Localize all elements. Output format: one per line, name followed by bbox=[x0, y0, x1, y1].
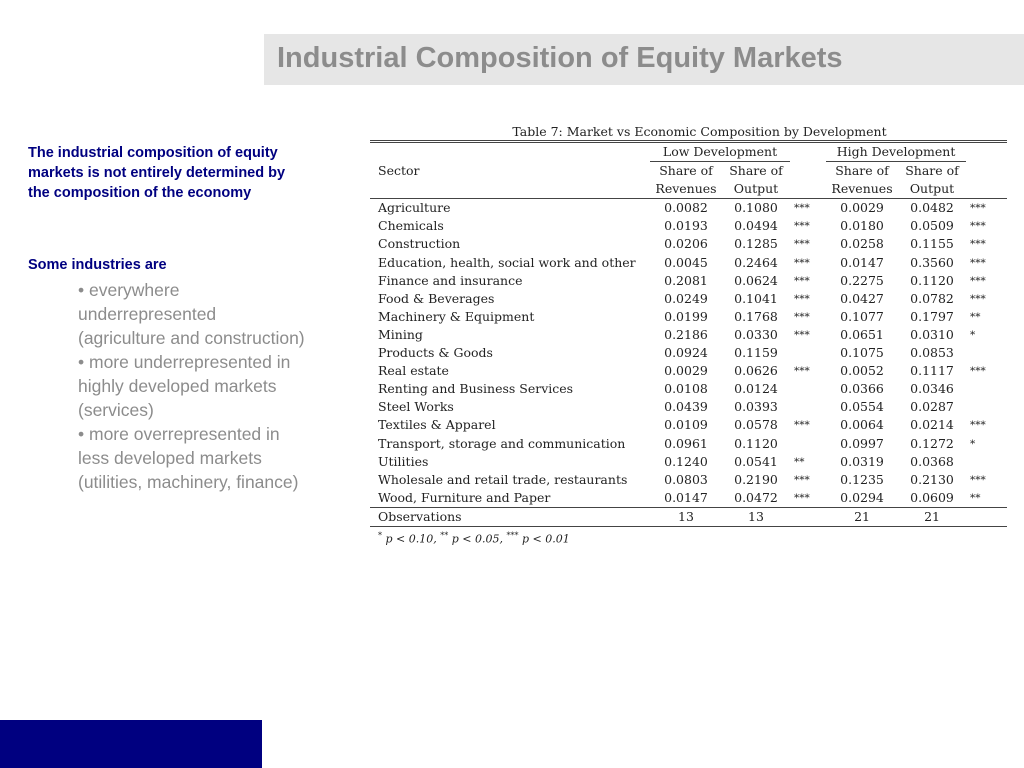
low-significance-cell: *** bbox=[794, 328, 810, 341]
low-output-share-cell: 0.0626 bbox=[734, 363, 778, 379]
high-significance-cell bbox=[966, 398, 1007, 416]
high-significance-cell: ** bbox=[970, 491, 981, 504]
high-significance-cell: *** bbox=[970, 220, 986, 233]
share-of-label: Share of bbox=[905, 163, 959, 179]
high-significance-cell: * bbox=[970, 437, 976, 450]
footnote-text: p < 0.01 bbox=[522, 532, 570, 546]
blank-cell bbox=[966, 142, 1007, 162]
high-output-obs-cell: 21 bbox=[898, 507, 966, 526]
sector-cell: Real estate bbox=[378, 363, 449, 379]
low-revenue-share-cell: 0.0193 bbox=[664, 218, 708, 234]
high-significance-cell bbox=[966, 380, 1007, 398]
group-low-development: Low Development bbox=[650, 142, 790, 162]
blank-cell bbox=[790, 180, 826, 199]
composition-table bbox=[370, 140, 1007, 527]
low-output-share-cell: 0.1120 bbox=[734, 435, 778, 451]
high-revenue-share-cell: 0.1235 bbox=[840, 471, 884, 487]
low-revenue-share-cell: 0.0108 bbox=[664, 381, 708, 397]
high-revenue-share-cell: 0.0029 bbox=[840, 200, 884, 216]
high-revenue-share-cell: 0.1075 bbox=[840, 345, 884, 361]
footnote-text: p < 0.05, bbox=[451, 532, 503, 546]
low-output-share-cell: 0.0472 bbox=[734, 489, 778, 505]
low-significance-cell: *** bbox=[794, 274, 810, 287]
low-output-share-cell: 0.2190 bbox=[734, 471, 778, 487]
high-output-share-cell: 0.0482 bbox=[910, 200, 954, 216]
high-significance-cell: *** bbox=[970, 274, 986, 287]
low-revenue-share-cell: 0.2186 bbox=[664, 326, 708, 342]
high-significance-cell: ** bbox=[970, 310, 981, 323]
significance-footnote bbox=[370, 531, 1007, 546]
lead-line: the composition of the economy bbox=[28, 185, 252, 201]
blank-cell bbox=[966, 507, 1007, 526]
bullet-line: underrepresented bbox=[78, 304, 217, 324]
low-revenue-share-cell: 0.0924 bbox=[664, 345, 708, 361]
table-row bbox=[370, 326, 1007, 344]
sector-cell: Products & Goods bbox=[378, 345, 493, 361]
bullet-line: (utilities, machinery, finance) bbox=[78, 472, 299, 492]
slide-title: Industrial Composition of Equity Markets bbox=[277, 42, 843, 74]
table-caption: Table 7: Market vs Economic Composition by Development bbox=[512, 124, 887, 139]
bullet-line: • everywhere bbox=[78, 280, 180, 300]
subheading: Some industries are bbox=[28, 257, 167, 273]
high-revenue-share-cell: 0.0366 bbox=[840, 381, 884, 397]
sector-cell: Utilities bbox=[378, 453, 429, 469]
sector-cell: Mining bbox=[378, 326, 423, 342]
high-revenue-share-cell: 0.0427 bbox=[840, 290, 884, 306]
blank-cell bbox=[790, 142, 826, 162]
sector-cell: Wholesale and retail trade, restaurants bbox=[378, 471, 628, 487]
sector-cell: Steel Works bbox=[378, 399, 454, 415]
sector-cell: Finance and insurance bbox=[378, 272, 523, 288]
bullet-line: • more overrepresented in bbox=[78, 424, 280, 444]
low-significance-cell: *** bbox=[794, 220, 810, 233]
share-of-label: Share of bbox=[835, 163, 889, 179]
low-significance-cell bbox=[790, 398, 826, 416]
low-revenue-share-cell: 0.2081 bbox=[664, 272, 708, 288]
table-row bbox=[370, 435, 1007, 453]
table-row bbox=[370, 290, 1007, 308]
observations-label: Observations bbox=[370, 507, 650, 526]
output-label: Output bbox=[722, 180, 790, 199]
low-significance-cell: *** bbox=[794, 292, 810, 305]
high-significance-cell bbox=[966, 344, 1007, 362]
footnote-star: *** bbox=[506, 530, 519, 540]
blank-cell bbox=[790, 162, 826, 181]
share-of-label: Share of bbox=[729, 163, 783, 179]
high-output-share-cell: 0.0214 bbox=[910, 417, 954, 433]
low-output-share-cell: 0.0330 bbox=[734, 326, 778, 342]
table-row bbox=[370, 308, 1007, 326]
bullet-line: • more underrepresented in bbox=[78, 352, 291, 372]
high-revenue-share-cell: 0.0294 bbox=[840, 489, 884, 505]
high-revenue-share-cell: 0.0319 bbox=[840, 453, 884, 469]
low-output-obs-cell: 13 bbox=[722, 507, 790, 526]
table-row bbox=[370, 217, 1007, 235]
table-row bbox=[370, 398, 1007, 416]
revenues-label: Revenues bbox=[826, 180, 898, 199]
low-output-share-cell: 0.1285 bbox=[734, 236, 778, 252]
high-significance-cell bbox=[966, 453, 1007, 471]
lead-text-block bbox=[28, 143, 338, 203]
low-revenue-share-cell: 0.0961 bbox=[664, 435, 708, 451]
sector-cell: Agriculture bbox=[378, 200, 451, 216]
share-of-label: Share of bbox=[659, 163, 713, 179]
high-output-share-cell: 0.0509 bbox=[910, 218, 954, 234]
low-significance-cell: ** bbox=[794, 455, 805, 468]
table-row bbox=[370, 254, 1007, 272]
lead-line: markets is not entirely determined by bbox=[28, 165, 286, 181]
high-output-share-cell: 0.0346 bbox=[910, 381, 954, 397]
sector-cell: Construction bbox=[378, 236, 461, 252]
sector-cell: Wood, Furniture and Paper bbox=[378, 489, 551, 505]
table-row bbox=[370, 416, 1007, 434]
low-output-share-cell: 0.0494 bbox=[734, 218, 778, 234]
low-revenue-share-cell: 0.0249 bbox=[664, 290, 708, 306]
low-significance-cell: *** bbox=[794, 473, 810, 486]
high-revenue-share-cell: 0.0258 bbox=[840, 236, 884, 252]
high-significance-cell: *** bbox=[970, 473, 986, 486]
high-output-share-cell: 0.1272 bbox=[910, 435, 954, 451]
blank-cell bbox=[370, 142, 650, 162]
title-bar bbox=[264, 34, 1024, 85]
lead-paragraph bbox=[28, 143, 338, 203]
low-significance-cell bbox=[790, 380, 826, 398]
high-revenue-share-cell: 0.0180 bbox=[840, 218, 884, 234]
high-output-share-cell: 0.0287 bbox=[910, 399, 954, 415]
low-revenue-share-cell: 0.0206 bbox=[664, 236, 708, 252]
group-header-row bbox=[370, 142, 1007, 162]
low-revenue-share-cell: 0.0803 bbox=[664, 471, 708, 487]
group-high-development: High Development bbox=[826, 142, 966, 162]
high-revenue-share-cell: 0.0997 bbox=[840, 435, 884, 451]
observations-row bbox=[370, 507, 1007, 526]
sector-cell: Chemicals bbox=[378, 218, 444, 234]
low-significance-cell: *** bbox=[794, 256, 810, 269]
revenues-label: Revenues bbox=[650, 180, 722, 199]
sector-cell: Transport, storage and communication bbox=[378, 435, 626, 451]
high-revenue-share-cell: 0.2275 bbox=[840, 272, 884, 288]
blank-cell bbox=[790, 507, 826, 526]
high-output-share-cell: 0.2130 bbox=[910, 471, 954, 487]
low-significance-cell: *** bbox=[794, 202, 810, 215]
bullet-line: (agriculture and construction) bbox=[78, 328, 305, 348]
table-row bbox=[370, 380, 1007, 398]
low-output-share-cell: 0.0393 bbox=[734, 399, 778, 415]
sector-cell: Renting and Business Services bbox=[378, 381, 574, 397]
table-row bbox=[370, 471, 1007, 489]
high-significance-cell: *** bbox=[970, 419, 986, 432]
high-output-share-cell: 0.3560 bbox=[910, 254, 954, 270]
output-label: Output bbox=[898, 180, 966, 199]
column-header-row-2 bbox=[370, 180, 1007, 199]
low-output-share-cell: 0.0578 bbox=[734, 417, 778, 433]
bullet-item bbox=[78, 278, 348, 350]
blank-cell bbox=[370, 180, 650, 199]
sector-cell: Education, health, social work and other bbox=[378, 254, 636, 270]
footnote-star: * bbox=[378, 530, 382, 540]
high-revenue-share-cell: 0.0064 bbox=[840, 417, 884, 433]
lead-line: The industrial composition of equity bbox=[28, 145, 278, 161]
high-revenue-share-cell: 0.0554 bbox=[840, 399, 884, 415]
bullet-item bbox=[78, 422, 348, 494]
sector-cell: Food & Beverages bbox=[378, 290, 495, 306]
high-revenue-share-cell: 0.1077 bbox=[840, 308, 884, 324]
low-output-share-cell: 0.1768 bbox=[734, 308, 778, 324]
low-revenue-obs-cell: 13 bbox=[650, 507, 722, 526]
low-significance-cell: *** bbox=[794, 365, 810, 378]
high-revenue-share-cell: 0.0651 bbox=[840, 326, 884, 342]
sector-cell: Textiles & Apparel bbox=[378, 417, 496, 433]
high-output-share-cell: 0.0782 bbox=[910, 290, 954, 306]
low-revenue-share-cell: 0.0109 bbox=[664, 417, 708, 433]
high-output-share-cell: 0.1120 bbox=[910, 272, 954, 288]
high-revenue-share-cell: 0.0147 bbox=[840, 254, 884, 270]
low-output-share-cell: 0.2464 bbox=[734, 254, 778, 270]
high-significance-cell: *** bbox=[970, 238, 986, 251]
low-output-share-cell: 0.1041 bbox=[734, 290, 778, 306]
bullet-line: (services) bbox=[78, 400, 154, 420]
low-revenue-share-cell: 0.1240 bbox=[664, 453, 708, 469]
bullet-line: less developed markets bbox=[78, 448, 262, 468]
high-revenue-obs-cell: 21 bbox=[826, 507, 898, 526]
footnote-star: ** bbox=[440, 530, 449, 540]
high-output-share-cell: 0.1797 bbox=[910, 308, 954, 324]
low-output-share-cell: 0.0541 bbox=[734, 453, 778, 469]
low-output-share-cell: 0.1080 bbox=[734, 200, 778, 216]
low-revenue-share-cell: 0.0439 bbox=[664, 399, 708, 415]
high-significance-cell: * bbox=[970, 328, 976, 341]
table-row bbox=[370, 344, 1007, 362]
high-output-share-cell: 0.0310 bbox=[910, 326, 954, 342]
low-significance-cell bbox=[790, 344, 826, 362]
high-output-share-cell: 0.0609 bbox=[910, 489, 954, 505]
bullet-list bbox=[78, 278, 348, 494]
table-row bbox=[370, 489, 1007, 508]
sector-cell: Machinery & Equipment bbox=[378, 308, 535, 324]
bullet-line: highly developed markets bbox=[78, 376, 277, 396]
high-output-share-cell: 0.0368 bbox=[910, 453, 954, 469]
bullet-item bbox=[78, 350, 348, 422]
table-row bbox=[370, 235, 1007, 253]
low-revenue-share-cell: 0.0147 bbox=[664, 489, 708, 505]
high-revenue-share-cell: 0.0052 bbox=[840, 363, 884, 379]
high-significance-cell: *** bbox=[970, 256, 986, 269]
low-significance-cell: *** bbox=[794, 238, 810, 251]
blank-cell bbox=[966, 180, 1007, 199]
high-output-share-cell: 0.1117 bbox=[910, 363, 954, 379]
low-revenue-share-cell: 0.0029 bbox=[664, 363, 708, 379]
high-significance-cell: *** bbox=[970, 292, 986, 305]
low-output-share-cell: 0.0124 bbox=[734, 381, 778, 397]
bottom-brand-bar bbox=[0, 720, 262, 768]
low-significance-cell: *** bbox=[794, 491, 810, 504]
high-significance-cell: *** bbox=[970, 365, 986, 378]
low-significance-cell: *** bbox=[794, 310, 810, 323]
high-output-share-cell: 0.0853 bbox=[910, 345, 954, 361]
table-row bbox=[370, 362, 1007, 380]
footnote-text: p < 0.10, bbox=[385, 532, 437, 546]
low-revenue-share-cell: 0.0199 bbox=[664, 308, 708, 324]
column-header-row-1 bbox=[370, 162, 1007, 181]
low-revenue-share-cell: 0.0082 bbox=[664, 200, 708, 216]
blank-cell bbox=[966, 162, 1007, 181]
sector-header: Sector bbox=[378, 162, 420, 178]
low-output-share-cell: 0.1159 bbox=[734, 345, 778, 361]
composition-table-figure bbox=[370, 123, 1007, 546]
low-significance-cell bbox=[790, 435, 826, 453]
table-row bbox=[370, 453, 1007, 471]
low-significance-cell: *** bbox=[794, 419, 810, 432]
table-row bbox=[370, 272, 1007, 290]
high-output-share-cell: 0.1155 bbox=[910, 236, 954, 252]
table-row bbox=[370, 199, 1007, 218]
low-output-share-cell: 0.0624 bbox=[734, 272, 778, 288]
low-revenue-share-cell: 0.0045 bbox=[664, 254, 708, 270]
high-significance-cell: *** bbox=[970, 202, 986, 215]
